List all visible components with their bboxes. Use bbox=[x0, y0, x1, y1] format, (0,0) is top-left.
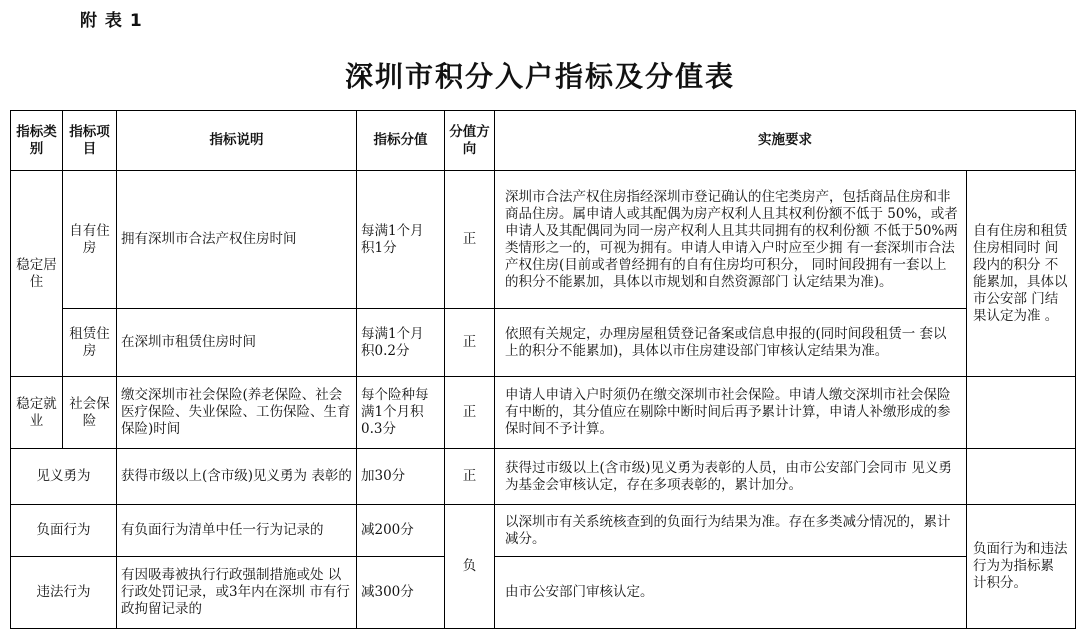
direction-negative: 负 bbox=[445, 505, 495, 629]
score-own-house: 每满1个月 积1分 bbox=[357, 171, 445, 309]
score-heroism: 加30分 bbox=[357, 449, 445, 505]
requirement-rent-house: 依照有关规定，办理房屋租赁登记备案或信息申报的(同时间段租赁一 套以上的积分不能累加)，具体以市住房建设部门审核认定结果为准。 bbox=[495, 309, 967, 377]
description-illegal: 有因吸毒被执行行政强制措施或处 以行政处罚记录，或3年内在深圳 市有行政拘留记录的 bbox=[117, 557, 357, 629]
penalty-note: 负面行为和违法行为为指标累 计积分。 bbox=[967, 505, 1076, 629]
empty-note-cell bbox=[967, 377, 1076, 449]
page-title: 深圳市积分入户指标及分值表 bbox=[344, 60, 735, 93]
header-score: 指标分值 bbox=[357, 111, 445, 171]
score-social-insurance: 每个险种每满1个月积0.3分 bbox=[357, 377, 445, 449]
score-negative: 减200分 bbox=[357, 505, 445, 557]
requirement-social-insurance: 申请人申请入户时须仍在缴交深圳市社会保险。申请人缴交深圳市社会保险有中断的，其分值应在剔除中断时间后再予累计计算，申请人补缴形成的参保时间不予计算。 bbox=[495, 377, 967, 449]
header-category: 指标类别 bbox=[11, 111, 63, 171]
attachment-label: 附 表 1 bbox=[80, 11, 143, 31]
table-row bbox=[11, 309, 1076, 377]
requirement-heroism: 获得过市级以上(含市级)见义勇为表彰的人员，由市公安部门会同市 见义勇为基金会审核认定，存在多项表彰的，累计加分。 bbox=[495, 449, 967, 505]
header-item: 指标项目 bbox=[63, 111, 117, 171]
category-negative: 负面行为 bbox=[11, 505, 117, 557]
category-illegal: 违法行为 bbox=[11, 557, 117, 629]
direction-own-house: 正 bbox=[445, 171, 495, 309]
table-header-row bbox=[11, 111, 1076, 171]
item-social-insurance: 社会保险 bbox=[63, 377, 117, 449]
score-illegal: 减300分 bbox=[357, 557, 445, 629]
points-table bbox=[10, 110, 1076, 629]
header-requirements: 实施要求 bbox=[495, 111, 1076, 171]
requirement-illegal: 由市公安部门审核认定。 bbox=[495, 557, 967, 629]
category-stable-residence: 稳定居住 bbox=[11, 171, 63, 377]
residence-note: 自有住房和租赁住房相同时 间段内的积分 不能累加，具体以市公安部 门结果认定为准 。 bbox=[967, 171, 1076, 377]
requirement-own-house: 深圳市合法产权住房指经深圳市登记确认的住宅类房产，包括商品住房和非商品住房。属申请人或其配偶为房产权利人且其权利份额不低于 50%，或者申请人及其配偶同为同一房产权利人且其共同拥有的权利份额 不低于50%两类情形之一的，可视为拥有。申请人申请入户时应至少拥 有一套深圳市合法产权住房(目前或者曾经拥有的自有住房均可积分， 同时间段拥有一套以上的积分不能累加，具体以市规划和自然资源部门 认定结果为准)。 bbox=[495, 171, 967, 309]
description-heroism: 获得市级以上(含市级)见义勇为 表彰的 bbox=[117, 449, 357, 505]
description-own-house: 拥有深圳市合法产权住房时间 bbox=[117, 171, 357, 309]
score-rent-house: 每满1个月 积0.2分 bbox=[357, 309, 445, 377]
table-row bbox=[11, 171, 1076, 309]
header-description: 指标说明 bbox=[117, 111, 357, 171]
description-social-insurance: 缴交深圳市社会保险(养老保险、社会医疗保险、失业保险、工伤保险、生育保险)时间 bbox=[117, 377, 357, 449]
category-heroism: 见义勇为 bbox=[11, 449, 117, 505]
direction-rent-house: 正 bbox=[445, 309, 495, 377]
table-row bbox=[11, 449, 1076, 505]
description-rent-house: 在深圳市租赁住房时间 bbox=[117, 309, 357, 377]
direction-social-insurance: 正 bbox=[445, 377, 495, 449]
empty-note-cell bbox=[967, 449, 1076, 505]
table-row bbox=[11, 505, 1076, 557]
direction-heroism: 正 bbox=[445, 449, 495, 505]
item-own-house: 自有住房 bbox=[63, 171, 117, 309]
header-direction: 分值方向 bbox=[445, 111, 495, 171]
requirement-negative: 以深圳市有关系统核查到的负面行为结果为准。存在多类减分情况的，累计减分。 bbox=[495, 505, 967, 557]
description-negative: 有负面行为清单中任一行为记录的 bbox=[117, 505, 357, 557]
item-rent-house: 租赁住房 bbox=[63, 309, 117, 377]
category-stable-employment: 稳定就业 bbox=[11, 377, 63, 449]
table-row bbox=[11, 377, 1076, 449]
table-row bbox=[11, 557, 1076, 629]
